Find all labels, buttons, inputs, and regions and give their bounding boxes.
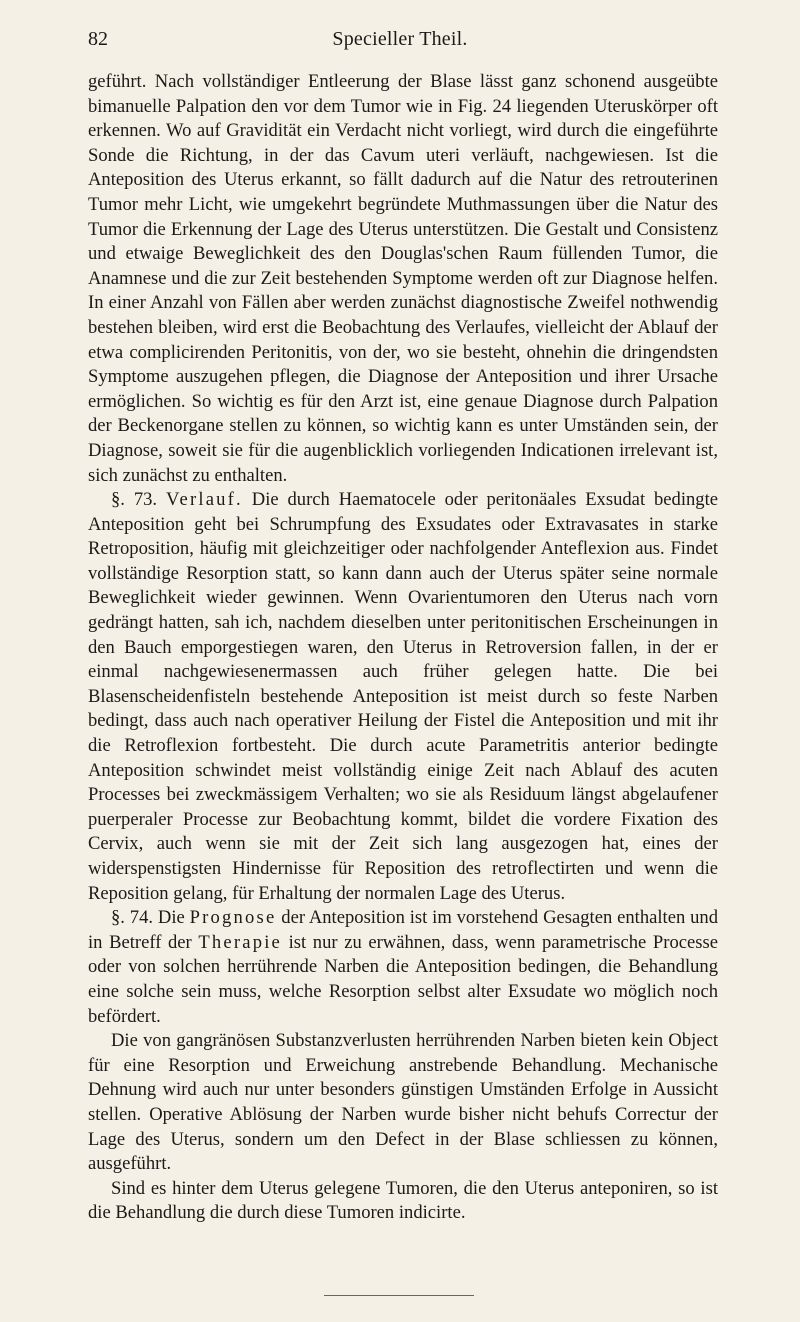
end-rule [324, 1295, 474, 1296]
paragraph-section-74 [88, 906, 718, 1029]
section-74-heading-therapie: Therapie [198, 931, 283, 953]
body-text [88, 70, 718, 1226]
page-number: 82 [88, 28, 108, 50]
section-74-text-b: ist nur zu erwähnen, dass, wenn parametrische Processe oder von solchen herrührende Narben die Anteposition bedingen, die Behandlung eine solche sein muss, welche Resorption selbst alter Exsudate wo möglich noch befördert. [88, 931, 718, 1027]
page-header [88, 28, 712, 56]
section-74-text-a: der Anteposition ist im vorstehend Gesagten enthalten und in Betreff der [88, 907, 718, 953]
section-73-number: §. 73. [111, 489, 158, 511]
paragraph-tumors: Sind es hinter dem Uterus gelegene Tumoren, die den Uterus anteponiren, so ist die Behandlung die durch diese Tumoren indicirte. [88, 1177, 718, 1224]
section-73-heading: Verlauf. [165, 489, 243, 511]
paragraph-diagnosis: geführt. Nach vollständiger Entleerung der Blase lässt ganz schonend ausgeübte bimanuelle Palpation den vor dem Tumor wie in Fig. 24 liegenden Uteruskörper oft erkennen. Wo auf Gravidität ein Verdacht nicht vorliegt, wird durch die eingeführte Sonde die Richtung, in der das Cavum uteri verläuft, nachgewiesen. Ist die Anteposition des Uterus erkannt, so fällt dadurch auf die Natur des retrouterinen Tumor mehr Licht, wie umgekehrt begründete Muthmassungen über die Natur des Tumor die Erkennung der Lage des Uterus unterstützen. Die Gestalt und Consistenz und etwaige Beweglichkeit des den Douglas'schen Raum füllenden Tumor, die Anamnese und die zur Zeit bestehenden Symptome werden oft zur Diagnose helfen. In einer Anzahl von Fällen aber werden zunächst diagnostische Zweifel nothwendig bestehen bleiben, wird erst die Beobachtung des Verlaufes, vielleicht der Ablauf der etwa complicirenden Peritonitis, von der, wo sie besteht, ohnehin die dringendsten Symptome auszugehen pflegen, die Diagnose der Anteposition und ihrer Ursache ermöglichen. So wichtig es für den Arzt ist, eine genaue Diagnose durch Palpation der Beckenorgane stellen zu können, so wichtig kann es unter Umständen sein, der Diagnose, soweit sie für die augenblicklich vorliegenden Indicationen irrelevant ist, sich zunächst zu enthalten. [88, 71, 718, 486]
paragraph-scars: Die von gangränösen Substanzverlusten herrührenden Narben bieten kein Object für eine Resorption und Erweichung anstrebende Behandlung. Mechanische Dehnung wird auch nur unter besonders günstigen Umständen Erfolge in Aussicht stellen. Operative Ablösung der Narben wurde bisher nicht behufs Correctur der Lage des Uterus, sondern um den Defect in der Blase schliessen zu können, ausgeführt. [88, 1030, 718, 1175]
paragraph-section-73 [88, 488, 718, 906]
section-74-heading-prognose: Prognose [189, 907, 277, 929]
section-74-number: §. 74. Die [111, 907, 185, 929]
running-title: Specieller Theil. [332, 28, 468, 50]
section-73-text: Die durch Haematocele oder peritonäales Exsudat bedingte Anteposition geht bei Schrumpfung des Exsudates oder Extravasates in starke Retroposition, häufig mit gleichzeitiger oder nachfolgender Anteflexion aus. Findet vollständige Resorption statt, so kann dann auch der Uterus später seine normale Beweglichkeit wieder gewinnen. Wenn Ovarientumoren den Uterus nach vorn gedrängt hatten, sah ich, nachdem dieselben unter peritonitischen Erscheinungen in den Bauch emporgestiegen waren, den Uterus in Retroversion fallen, in der er einmal nachgewiesenermassen auch früher gelegen hatte. Die bei Blasenscheidenfisteln bestehende Anteposition ist meist durch so feste Narben bedingt, dass auch nach operativer Heilung der Fistel die Anteposition und mit ihr die Retroflexion fortbesteht. Die durch acute Parametritis anterior bedingte Anteposition schwindet meist vollständig einige Zeit nach Ablauf des acuten Processes bei zweckmässigem Verhalten; wo sie als Residuum längst abgelaufener puerperaler Processe zur Beobachtung kommt, bildet die vordere Fixation des Cervix, auch wenn sie mit der Zeit sich lang ausgezogen hat, eines der widerspenstigsten Hindernisse für Reposition des retroflectirten und wenn die Reposition gelang, für Erhaltung der normalen Lage des Uterus. [88, 489, 718, 904]
